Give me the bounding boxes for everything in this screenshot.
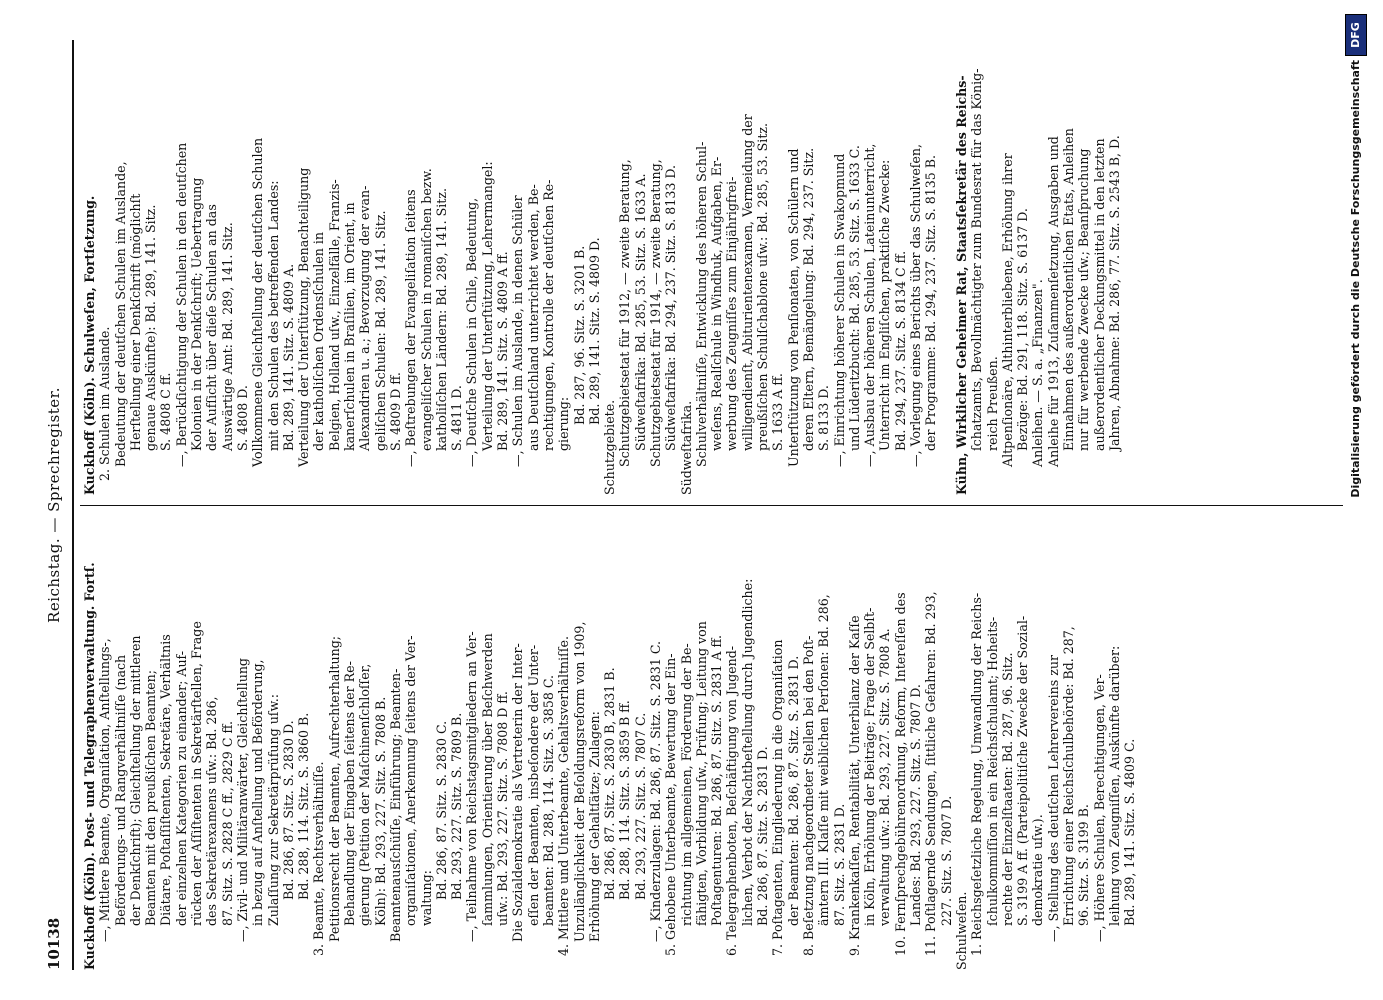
entry-line: Schutzgebietsetat für 1912, — zweite Beratung, <box>617 159 633 467</box>
entry-line: 87. Sitz. S. 2831 D. <box>831 803 847 926</box>
entry-line: uſw.: Bd. 293, 227. Sitz. S. 7808 D ff. <box>495 691 511 926</box>
entry-line: preußiſchen Schulſchablone uſw.: Bd. 285, 53. Sitz. <box>755 122 771 451</box>
entry-line: genaue Auskünfte): Bd. 289, 141. Sitz. <box>143 204 159 451</box>
entry-line: 227. Sitz. S. 7807 D. <box>938 795 954 926</box>
entry-line: S. 3199 A ff. (Parteipolitiſche Zwecke der Sozial- <box>1015 615 1031 926</box>
entry-line: der Beamten: Bd. 286, 87. Sitz. S. 2831 D. <box>785 655 801 926</box>
entry-line: Auswärtige Amt: Bd. 289, 141. Sitz. <box>219 222 235 451</box>
entry-heading: Kühn, Wirklicher Geheimer Rat, Staatsſekretär des Reichs- <box>953 75 969 495</box>
entry-line: der Denkſchrift); Gleichſtellung der mittleren <box>127 635 143 926</box>
entry-line: Diätare, Poſtaſſiſtenten, Sekretäre, Verhältnis <box>158 634 174 926</box>
page-number: 10138 <box>45 917 63 970</box>
entry-line: S. 4808 C ff. <box>158 372 174 451</box>
entry-heading: Kuckhoff (Köln). Schulweſen, Fortſetzung. <box>82 195 97 495</box>
entry-line: Petitionsrecht der Beamten, Aufrechterhaltung; <box>326 636 342 942</box>
entry-line: Zulaſſung zur Sekretärprüfung uſw.: <box>265 694 281 926</box>
entry-line: nur für werbende Zwecke uſw.; Beanſpruchung <box>1076 148 1092 451</box>
entry-line: Poſtagenturen: Bd. 286, 87. Sitz. S. 2831 A ff. <box>709 635 725 926</box>
entry-line: —, Vorlegung eines Berichts über das Schulweſen, <box>908 143 924 467</box>
entry-line: Unterricht im Engliſchen, praktiſche Zwecke: <box>877 159 893 451</box>
entry-line: 96. Sitz. S. 3199 B. <box>1076 804 1092 926</box>
entry-line: richtung im allgemeinen, Förderung der Be- <box>678 643 694 926</box>
entry-line: 7. Poſtagenten, Eingliederung in die Organiſation <box>770 639 786 956</box>
entry-line: 5. Gehobene Unterbeamte, Bewertung der Ein- <box>663 653 679 956</box>
entry-line: Beamten mit den preußiſchen Beamten; <box>143 670 159 926</box>
entry-line: gierung (Petition der Maſchinenſchloſſer, <box>357 663 373 926</box>
entry-line: —, Ausbau der höheren Schulen, Lateinunterricht, <box>862 143 878 467</box>
entry-line: —, Teilnahme von Reichstagsmitgliedern an Ver- <box>464 631 480 942</box>
entry-line: geliſchen Schulen: Bd. 289, 141. Sitz. <box>372 210 388 451</box>
entry-line: in bezug auf Anſtellung und Beförderung, <box>250 659 266 926</box>
entry-line: Behandlung der Eingaben ſeitens der Re- <box>342 661 358 926</box>
entry-line: Altpenſionäre, Althinterbliebene, Erhöhung ihrer <box>999 153 1015 467</box>
entry-line: der Aufſicht über dieſe Schulen an das <box>204 204 220 451</box>
entry-line: demokratie uſw.). <box>1030 814 1046 926</box>
entry-line: Schulweſen. <box>953 891 969 970</box>
entry-line: S. 4809 D ff. <box>387 372 403 451</box>
entry-line: S. 1633 A ff. <box>770 373 786 451</box>
entry-line: —, Mittlere Beamte, Organiſation, Anſtellungs-, <box>97 638 113 942</box>
entry-line: Bd. 286, 87. Sitz. S. 2830 C. <box>433 720 449 900</box>
entry-line: 1. Reichsgeſetzliche Regelung, Umwandlung der Reichs- <box>969 592 985 956</box>
entry-line: Kolonien in der Denkſchrift; Uebertragung <box>189 177 205 451</box>
entry-line: gierung: <box>556 396 572 451</box>
entry-line: Bezüge: Bd. 291, 118. Sitz. S. 6137 D. <box>1015 208 1031 451</box>
entry-line: außerordentlicher Deckungsmittel in den letzten <box>1091 138 1107 451</box>
entry-line: 4. Mittlere und Unterbeamte, Gehaltsverhältniſſe. <box>556 636 572 956</box>
entry-line: Beförderungs- und Rangverhältniſſe (nach <box>112 654 128 926</box>
entry-line: Erhöhung der Gehaltſätze; Zulagen: <box>586 711 602 942</box>
entry-line: verwaltung uſw.: Bd. 293, 227. Sitz. S. 7808 A. <box>877 628 893 926</box>
entry-line: Schulverhältniſſe, Entwicklung des höheren Schul- <box>693 141 709 467</box>
entry-line: lichen, Verbot der Nachtbeſtellung durch Jugendliche: <box>739 578 755 926</box>
page-header <box>40 40 68 970</box>
entry-line: 11. Poſtlagernde Sendungen, ſittliche Gefahren: Bd. 293, <box>923 591 939 956</box>
digitization-note: Digitalisierung gefördert durch die Deutsche Forschungsgemeinschaft <box>1349 60 1362 498</box>
entry-line: Einnahmen des außerordentlichen Etats, Anleihen <box>1061 128 1076 451</box>
entry-line: Die Sozialdemokratie als Vertreterin der Inter- <box>510 643 526 942</box>
entry-line: der einzelnen Kategorien zu einander; Auf- <box>173 650 189 926</box>
entry-line: Verteilung der Unterſtützung, Benachteiligung <box>296 167 312 467</box>
entry-line: —, Kinderzulagen: Bd. 286, 87. Sitz. S. 2831 C. <box>647 640 663 942</box>
entry-line: Bedeutung der deutſchen Schulen im Auslande, <box>112 161 128 467</box>
entry-line: ämtern III. Klaſſe mit weiblichen Perſonen: Bd. 286, <box>816 594 832 926</box>
entry-line: Verteilung der Unterſtützung, Lehrermangel: <box>479 161 495 451</box>
entry-line: beamten: Bd. 288, 114. Sitz. S. 3858 C. <box>540 674 556 926</box>
entry-line: organiſationen, Anerkennung ſeitens der Ver- <box>403 635 419 926</box>
entry-line: Errichtung einer Reichsſchulbehörde: Bd. 287, <box>1061 626 1076 926</box>
entry-line: Unterſtützung von Penſionaten, von Schülern und <box>785 148 801 467</box>
entry-line: Südweſtafrika: Bd. 285, 53. Sitz. S. 1633 A. <box>632 173 648 451</box>
entry-line: —, Berückſichtigung der Schulen in den deutſchen <box>173 142 189 467</box>
entry-line: willigendienſt, Abiturientenexamen, Vermeidung der <box>739 114 755 451</box>
entry-line: S. 4811 D. <box>449 385 465 451</box>
entry-line: Bd. 288, 114. Sitz. S. 3860 B. <box>296 712 312 900</box>
entry-line: eſſen der Beamten, insbeſondere der Unter- <box>525 644 541 926</box>
entry-line: Bd. 293, 227. Sitz. S. 7809 B. <box>449 712 465 900</box>
entry-line: Südweſtafrika: Bd. 294, 237. Sitz. S. 8133 D. <box>663 164 679 451</box>
entry-line: 6. Telegraphenboten, Beſchäftigung von Jugend- <box>724 645 740 956</box>
entry-line: Beamtenausſchüſſe, Einführung; Beamten- <box>387 668 403 942</box>
entry-line: werbung des Zeugniſſes zum Einjährigfrei- <box>724 176 740 451</box>
entry-line: 87. Sitz. S. 2828 C ff., 2829 C ff. <box>219 721 235 926</box>
entry-line: weſens, Realſchule in Windhuk, Aufgaben, Er- <box>709 156 725 451</box>
entry-line: —, Zivil- und Militäranwärter, Gleichſtellung <box>234 658 250 942</box>
entry-line: Jahren, Abnahme: Bd. 286, 77. Sitz. S. 2543 B, D. <box>1106 135 1122 451</box>
entry-line: Unzulänglichkeit der Beſoldungsreform von 1909, <box>571 621 587 942</box>
entry-line: rechte der Einzelſtaaten: Bd. 287, 96. Sitz. <box>999 652 1015 926</box>
entry-line: Bd. 289, 141. Sitz. S. 4809 A ff. <box>495 251 511 451</box>
entry-line: Bd. 294, 237. Sitz. S. 8134 C ff. <box>892 250 908 451</box>
entry-line: S. 4808 D. <box>234 385 250 451</box>
entry-line: —, Stellung des deutſchen Lehrervereins zur <box>1045 655 1061 942</box>
entry-line: der katholiſchen Ordensſchulen in <box>311 232 327 451</box>
entry-line: rücken der Aſſiſtenten in Sekretärſtellen, Frage <box>189 621 205 926</box>
entry-line: evangeliſcher Schulen in romaniſchen bezw. <box>418 168 434 451</box>
entry-line: Bd. 286, 87. Sitz. S. 2831 D. <box>755 746 771 926</box>
entry-line: —, Beſtrebungen der Evangeliſation ſeitens <box>403 189 419 467</box>
entry-line: Bd. 293, 227. Sitz. S. 7807 C. <box>632 712 648 900</box>
entry-line: leihung von Zeugniſſen, Auskünfte darüber: <box>1106 645 1122 926</box>
entry-line: Landes: Bd. 293, 227. Sitz. S. 7807 D. <box>908 684 924 926</box>
entry-line: Südweſtafrika. <box>678 400 694 495</box>
entry-line: —, Deutſche Schulen in Chile, Bedeutung, <box>464 197 480 467</box>
entry-line: 8. Beſetzung nachgeordneter Stellen bei den Poſt- <box>800 635 816 956</box>
entry-line: Vollkommene Gleichſtellung der deutſchen Schulen <box>250 137 266 467</box>
page-title: Reichstag. — Sprechregister. <box>45 387 63 623</box>
entry-line: Herſtellung einer Denkſchrift (möglichſt <box>127 193 143 451</box>
header-rule <box>72 40 74 970</box>
entry-line: Alexandrien u. a.; Bevorzugung der evan- <box>357 185 373 451</box>
entry-line: und Lüderitzbucht: Bd. 285, 53. Sitz. S. 1633 C. <box>846 145 862 451</box>
entry-line: katholiſchen Ländern: Bd. 289, 141. Sitz. <box>433 188 449 451</box>
entry-heading: Kuckhoff (Köln). Post- und Telegraphenverwaltung. Fortſ. <box>82 562 97 970</box>
column-divider <box>80 505 1343 506</box>
entry-line: waltung: <box>418 870 434 926</box>
entry-line: —, Einrichtung höherer Schulen in Swakopmund <box>831 153 847 467</box>
entry-line: Schutzgebiete. <box>602 399 618 495</box>
entry-line: —, Höhere Schulen, Berechtigungen, Ver- <box>1091 674 1107 942</box>
entry-line: fähigten, Vorbildung uſw., Prüfung; Leitung von <box>693 621 709 926</box>
entry-line: Schutzgebietsetat für 1914, — zweite Beratung, <box>647 159 663 467</box>
left-column <box>82 515 1137 970</box>
entry-line: Bd. 286, 87. Sitz. S. 2830 D. <box>280 720 296 900</box>
entry-line: aus Deutſchland unterrichtet werden, Be- <box>525 184 541 451</box>
entry-line: 3. Beamte, Rechtsverhältniſſe. <box>311 761 327 956</box>
entry-line: Bd. 288, 114. Sitz. S. 3859 B ff. <box>617 700 633 900</box>
entry-line: Anleihen. — S. a. „Finanzen". <box>1030 279 1046 467</box>
entry-line: Bd. 289, 141. Sitz. S. 4809 A. <box>280 263 296 451</box>
entry-line: Bd. 289, 141. Sitz. S. 4809 C. <box>1122 738 1138 926</box>
entry-line: Bd. 289, 141. Sitz. S. 4809 D. <box>586 237 602 425</box>
entry-line: 2. Schulen im Auslande. <box>97 326 113 481</box>
entry-line: ſchatzamts, Bevollmächtigter zum Bundesrat für das König- <box>969 68 985 451</box>
entry-line: der Programme: Bd. 294, 237. Sitz. S. 8135 B. <box>923 154 939 451</box>
entry-line: 10. Fernſprechgebührenordnung, Reform, Intereſſen des <box>892 592 908 956</box>
entry-line: ſchulkommiſſion in ein Reichsſchulamt; Hoheits- <box>984 616 1000 926</box>
entry-line: mit den Schulen des betreffenden Landes: <box>265 180 281 451</box>
entry-line <box>939 40 954 495</box>
page-footer <box>1343 0 1373 1000</box>
entry-line: rechtigungen, Kontrolle der deutſchen Re- <box>540 179 556 451</box>
entry-line: des Sekretärexamens uſw.: Bd. 286, <box>204 696 220 926</box>
entry-line: deren Eltern, Bemängelung: Bd. 294, 237. Sitz. <box>800 147 816 451</box>
entry-line: —, Schulen im Auslande, in denen Schüler <box>510 195 526 467</box>
entry-line: Belgien, Holland uſw., Einzelfälle, Franzis- <box>326 179 342 451</box>
entry-line: kanerſchulen in Braſilien, im Orient, in <box>342 202 358 451</box>
entry-line: Anleihe für 1913, Zuſammenſetzung, Ausgaben und <box>1045 136 1061 467</box>
entry-line: Bd. 286, 87. Sitz. S. 2830 B, 2831 B. <box>602 667 618 900</box>
entry-line: S. 8133 D. <box>816 385 832 451</box>
right-column <box>82 40 1122 495</box>
dfg-logo-icon: DFG <box>1345 14 1367 56</box>
entry-line: ſammlungen, Orientierung über Beſchwerden <box>479 633 495 926</box>
entry-line: Bd. 287, 96. Sitz. S. 3201 B. <box>571 245 587 425</box>
entry-line: 9. Krankenkaſſen, Rentabilität, Unterbilanz der Kaſſe <box>846 615 862 956</box>
entry-line: Köln): Bd. 293, 227. Sitz. S. 7808 B. <box>372 696 388 926</box>
entry-line: reich Preußen. <box>984 356 1000 451</box>
entry-line: in Köln, Erhöhung der Beiträge; Frage der Selbſt- <box>862 607 878 926</box>
